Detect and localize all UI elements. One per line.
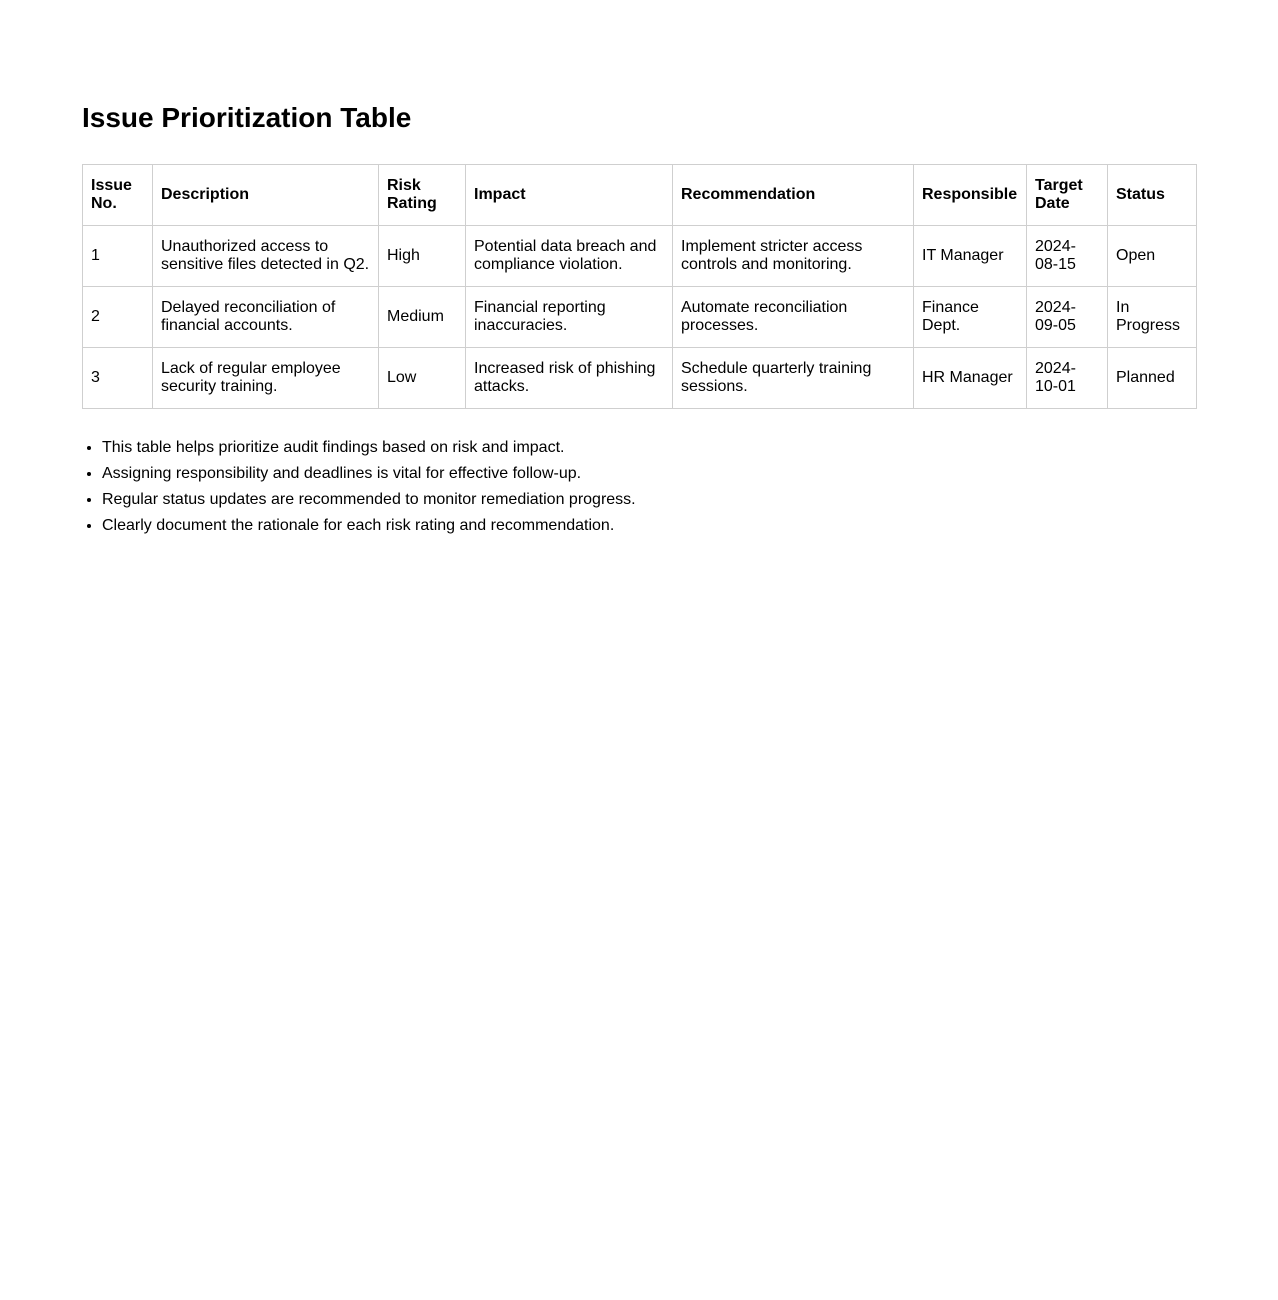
list-item: • Assigning responsibility and deadlines is vital for effective follow-up. bbox=[102, 465, 1196, 483]
cell-risk-rating: Low bbox=[379, 348, 466, 409]
header-risk-rating: Risk Rating bbox=[379, 165, 466, 226]
cell-recommendation: Automate reconciliation processes. bbox=[673, 287, 914, 348]
cell-impact: Increased risk of phishing attacks. bbox=[466, 348, 673, 409]
notes-list bbox=[82, 439, 1196, 535]
table-row bbox=[83, 226, 1197, 287]
header-description: Description bbox=[153, 165, 379, 226]
list-item: • Regular status updates are recommended to monitor remediation progress. bbox=[102, 491, 1196, 509]
cell-status: In Progress bbox=[1108, 287, 1197, 348]
table-row bbox=[83, 348, 1197, 409]
header-impact: Impact bbox=[466, 165, 673, 226]
cell-issue-no: 1 bbox=[83, 226, 153, 287]
cell-description: Lack of regular employee security training. bbox=[153, 348, 379, 409]
header-status: Status bbox=[1108, 165, 1197, 226]
cell-responsible: IT Manager bbox=[914, 226, 1027, 287]
issue-prioritization-table bbox=[82, 164, 1197, 409]
cell-responsible: Finance Dept. bbox=[914, 287, 1027, 348]
cell-target-date: 2024-08-15 bbox=[1027, 226, 1108, 287]
cell-status: Open bbox=[1108, 226, 1197, 287]
header-target-date: Target Date bbox=[1027, 165, 1108, 226]
cell-target-date: 2024-10-01 bbox=[1027, 348, 1108, 409]
cell-issue-no: 3 bbox=[83, 348, 153, 409]
cell-target-date: 2024-09-05 bbox=[1027, 287, 1108, 348]
cell-description: Unauthorized access to sensitive files detected in Q2. bbox=[153, 226, 379, 287]
page-title: Issue Prioritization Table bbox=[82, 102, 412, 133]
cell-risk-rating: High bbox=[379, 226, 466, 287]
cell-recommendation: Schedule quarterly training sessions. bbox=[673, 348, 914, 409]
cell-status: Planned bbox=[1108, 348, 1197, 409]
table-row bbox=[83, 287, 1197, 348]
list-item: • This table helps prioritize audit findings based on risk and impact. bbox=[102, 439, 1196, 457]
cell-impact: Potential data breach and compliance violation. bbox=[466, 226, 673, 287]
cell-recommendation: Implement stricter access controls and monitoring. bbox=[673, 226, 914, 287]
cell-risk-rating: Medium bbox=[379, 287, 466, 348]
table-header-row bbox=[83, 165, 1197, 226]
cell-responsible: HR Manager bbox=[914, 348, 1027, 409]
header-recommendation: Recommendation bbox=[673, 165, 914, 226]
list-item: • Clearly document the rationale for each risk rating and recommendation. bbox=[102, 517, 1196, 535]
cell-description: Delayed reconciliation of financial accounts. bbox=[153, 287, 379, 348]
document-page bbox=[0, 0, 1278, 535]
cell-issue-no: 2 bbox=[83, 287, 153, 348]
header-issue-no: Issue No. bbox=[83, 165, 153, 226]
header-responsible: Responsible bbox=[914, 165, 1027, 226]
cell-impact: Financial reporting inaccuracies. bbox=[466, 287, 673, 348]
